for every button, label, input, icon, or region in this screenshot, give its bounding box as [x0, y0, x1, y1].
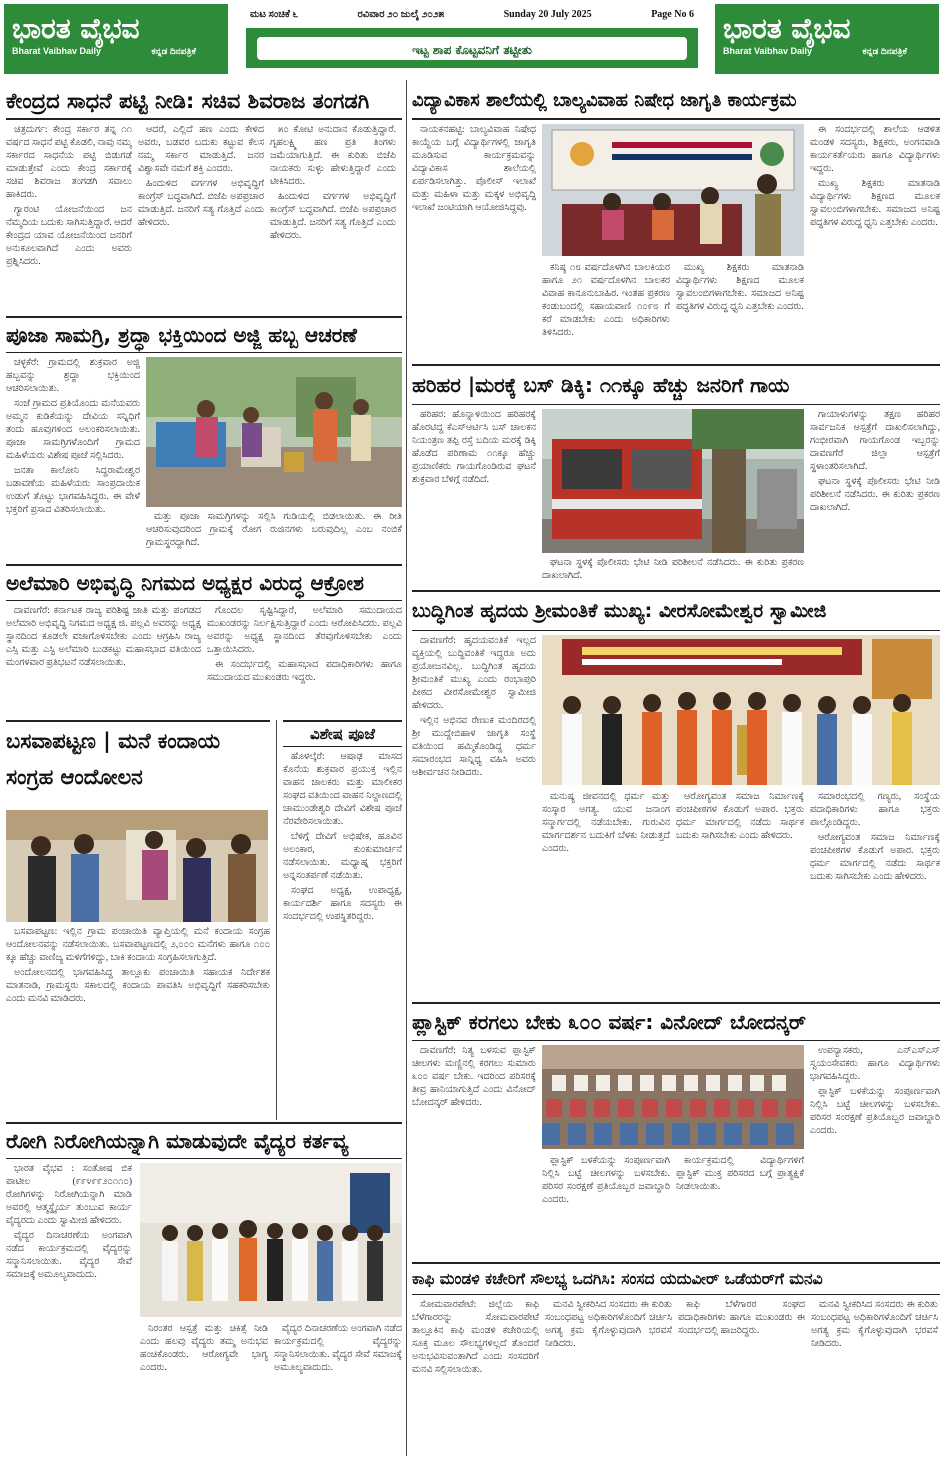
page-number: Page No 6 — [651, 8, 694, 20]
story-coffee-board — [412, 1262, 940, 1456]
story-columns — [6, 124, 402, 310]
column-1 — [6, 124, 132, 310]
paragraph: ದಾವಣಗೆರೆ: ನಿತ್ಯ ಬಳಸುವ ಪ್ಲಾಸ್ಟಿಕ್ ಚೀಲಗಳು ಮಣ್ಣಿನಲ್ಲಿ ಕರಗಲು ಸುಮಾರು ೩೦೦ ವರ್ಷ ಬೇಕು. ಇದರಿಂದ ಪರಿಸರಕ್ಕೆ ತೀವ್ರ ಹಾನಿಯಾಗುತ್ತಿದೆ ಎಂದು ವಿನೋದ್ ಬೋದನ್ಕರ್ ಹೇಳಿದರು. — [412, 1046, 536, 1108]
story-headline-line-1: ಬಸವಾಪಟ್ಟಣ | ಮನೆ ಕಂದಾಯ — [6, 720, 270, 760]
banner — [246, 28, 698, 68]
plastic-awareness-photo — [542, 1045, 804, 1149]
basavapattana-photo-illustration — [6, 810, 268, 922]
ajji-habba-photo-illustration — [146, 357, 402, 507]
basavapattana-photo — [6, 810, 268, 922]
column-3 — [270, 124, 396, 310]
column-3 — [678, 1299, 805, 1455]
column-1 — [6, 1163, 132, 1453]
paragraph: ಜನತಾ ಕಾಲೋನಿ ಸಿದ್ದರಾಮೇಶ್ವರ ಬಡಾವಣೆಯ ಮಹಿಳೆಯರು ಸಾಂಪ್ರದಾಯಿಕ ಉಡುಗೆ ತೊಟ್ಟು ಭಾಗವಹಿಸಿದ್ದರು. ಈ ವೇಳೆ ಭಕ್ತರಿಗೆ ಪ್ರಸಾದ ವಿತರಿಸಲಾಯಿತು. — [6, 466, 140, 515]
masthead-center — [246, 4, 698, 74]
column-1 — [412, 124, 536, 360]
story-headline: ವಿಶೇಷ ಪೂಜೆ — [283, 720, 402, 747]
masthead-title-left: ಭಾರತ ವೈಭವ — [12, 12, 140, 45]
column-2 — [542, 262, 670, 360]
column-1 — [412, 635, 536, 1001]
story-body — [6, 357, 402, 567]
story-swamiji — [412, 590, 940, 1000]
paragraph: ಘಟನಾ ಸ್ಥಳಕ್ಕೆ ಪೊಲೀಸರು ಭೇಟಿ ನೀಡಿ ಪರಿಶೀಲನೆ ನಡೆಸಿದರು. ಈ ಕುರಿತು ಪ್ರಕರಣ ದಾಖಲಾಗಿದೆ. — [542, 558, 804, 581]
story-child-marriage — [412, 84, 940, 360]
paragraph: ಪ್ಲಾಸ್ಟಿಕ್ ಬಳಕೆಯನ್ನು ಸಂಪೂರ್ಣವಾಗಿ ನಿಲ್ಲಿಸಿ ಬಟ್ಟೆ ಚೀಲಗಳನ್ನು ಬಳಸಬೇಕು. ಪರಿಸರ ಸಂರಕ್ಷಣೆ ಪ್ರತಿಯೊಬ್ಬರ ಜವಾಬ್ದಾರಿ ಎಂದರು. — [542, 1156, 670, 1205]
paragraph: ಚಳ್ಳಕೆರೆ: ಗ್ರಾಮದಲ್ಲಿ ಶುಕ್ರವಾರ ಅಜ್ಜಿ ಹಬ್ಬವನ್ನು ಶ್ರದ್ಧಾ ಭಕ್ತಿಯಿಂದ ಆಚರಿಸಲಾಯಿತು. — [6, 358, 140, 394]
paragraph: ಹೊಳಲ್ಕೆರೆ: ಆಷಾಢ ಮಾಸದ ಕೊನೆಯ ಶುಕ್ರವಾರ ಪ್ರಯುಕ್ತ ಇಲ್ಲಿನ ವಾಹನ ಚಾಲಕರು ಮತ್ತು ಮಾಲೀಕರ ಸಂಘದ ವತಿಯಿಂದ ವಾಹನ ನಿಲ್ದಾಣದಲ್ಲಿ ಚಾಮುಂಡೇಶ್ವರಿ ದೇವಿಗೆ ವಿಶೇಷ ಪೂಜೆ ನೆರವೇರಿಸಲಾಯಿತು. — [283, 752, 402, 827]
bus-accident-photo-illustration — [542, 409, 804, 553]
paragraph: ಹಿಂದುಳಿದ ವರ್ಗಗಳ ಅಭಿವೃದ್ಧಿಗೆ ಕಾಂಗ್ರೆಸ್ ಬದ್ಧವಾಗಿದೆ. ಬಿಜೆಪಿ ಅಪಪ್ರಚಾರ ಮಾಡುತ್ತಿದೆ. ಜನರಿಗೆ ಸತ್ಯ ಗೊತ್ತಿದೆ ಎಂದು ಹೇಳಿದರು. — [270, 192, 396, 241]
paragraph: ದಾವಣಗೆರೆ: ಕರ್ನಾಟಕ ರಾಜ್ಯ ಪರಿಶಿಷ್ಟ ಜಾತಿ ಮತ್ತು ಪಂಗಡದ ಅಲೆಮಾರಿ ಅಭಿವೃದ್ಧಿ ನಿಗಮದ ಅಧ್ಯಕ್ಷ ಜಿ. ಪಲ್ಲವಿ ಅವರನ್ನು ಅಧ್ಯಕ್ಷ ಸ್ಥಾನದಿಂದ ಕೂಡಲೇ ವಜಾಗೊಳಿಸಬೇಕು ಎಂದು ಆಗ್ರಹಿಸಿ ರಾಜ್ಯ ಎಸ್ಸಿ ಮತ್ತು ಎಸ್ಟಿ ಅಲೆಮಾರಿ ಬುಡಕಟ್ಟು ಮಹಾಸಭಾದ ವತಿಯಿಂದ ಮಂಗಳವಾರ ಪ್ರತಿಭಟನೆ ನಡೆಸಲಾಯಿತು. — [6, 606, 201, 668]
masthead-left — [4, 4, 228, 74]
paragraph: ಕಾಫಿ ಬೆಳೆಗಾರರ ಸಂಘದ ಪದಾಧಿಕಾರಿಗಳು ಹಾಗೂ ಮುಖಂಡರು ಈ ಸಂದರ್ಭದಲ್ಲಿ ಹಾಜರಿದ್ದರು. — [678, 1300, 805, 1336]
story-body — [412, 409, 940, 587]
column-2 — [207, 605, 402, 715]
date-kannada: ರವಿವಾರ ೨೦ ಜುಲೈ ೨೦೨೫ — [357, 8, 445, 20]
masthead-subtitle-left: Bharat Vaibhav Daily — [12, 46, 102, 56]
masthead-title-right: ಭಾರತ ವೈಭವ — [723, 12, 851, 45]
paragraph: ಘಟನಾ ಸ್ಥಳಕ್ಕೆ ಪೊಲೀಸರು ಭೇಟಿ ನೀಡಿ ಪರಿಶೀಲನೆ ನಡೆಸಿದರು. ಈ ಕುರಿತು ಪ್ರಕರಣ ದಾಖಲಾಗಿದೆ. — [810, 477, 940, 513]
paragraph: ಮುಖ್ಯ ಶಿಕ್ಷಕರು ಮಾತನಾಡಿ ವಿದ್ಯಾರ್ಥಿಗಳು ಶಿಕ್ಷಣದ ಮೂಲಕ ಸ್ವಾವಲಂಬಿಗಳಾಗಬೇಕು. ಸಮಾಜದ ಅನಿಷ್ಟ ಪದ್ಧತಿಗಳ ವಿರುದ್ಧ ಧ್ವನಿ ಎತ್ತಬೇಕು ಎಂದರು. — [810, 179, 940, 228]
story-headline: ಹರಿಹರ |ಮರಕ್ಕೆ ಬಸ್ ಡಿಕ್ಕಿ: ೧೧ಕ್ಕೂ ಹೆಚ್ಚು ಜನರಿಗೆ ಗಾಯ — [412, 364, 940, 405]
story-body — [6, 926, 270, 1096]
column-3 — [810, 409, 940, 587]
paragraph: ಸಂಘದ ಅಧ್ಯಕ್ಷ, ಉಪಾಧ್ಯಕ್ಷ, ಕಾರ್ಯದರ್ಶಿ ಹಾಗೂ ಸದಸ್ಯರು ಈ ಸಂದರ್ಭದಲ್ಲಿ ಉಪಸ್ಥಿತರಿದ್ದರು. — [283, 886, 402, 922]
paragraph: ದಾವಣಗೆರೆ: ಹೃದಯವಂತಿಕೆ ಇಲ್ಲದ ವ್ಯಕ್ತಿಯಲ್ಲಿ ಬುದ್ಧಿವಂತಿಕೆ ಇದ್ದರೂ ಅದು ಪ್ರಯೋಜನವಿಲ್ಲ. ಬುದ್ಧಿಗಿಂತ ಹೃದಯ ಶ್ರೀಮಂತಿಕೆ ಮುಖ್ಯ ಎಂದು ರಂಭಾಪುರಿ ಪೀಠದ ವೀರಸೋಮೇಶ್ವರ ಸ್ವಾಮೀಜಿ ಹೇಳಿದರು. — [412, 636, 536, 711]
ajji-habba-photo — [146, 357, 402, 507]
column-3 — [676, 262, 804, 360]
paragraph: ಇಲ್ಲಿನ ಅಭಿನವ ರೇಣುಕ ಮಂದಿರದಲ್ಲಿ ಶ್ರೀ ಮುದ್ದೇಬಿಹಾಳ ಜಾಗೃತಿ ಸಂಸ್ಥೆ ವತಿಯಿಂದ ಹಮ್ಮಿಕೊಂಡಿದ್ದ ಧರ್ಮ ಸಮಾರಂಭದ ಸಾನ್ನಿಧ್ಯ ವಹಿಸಿ ಅವರು ಆಶೀರ್ವಚನ ನೀಡಿದರು. — [412, 716, 536, 778]
column-1 — [6, 357, 140, 567]
paragraph: ಗ್ಯಾರಂಟಿ ಯೋಜನೆಯಿಂದ ಜನ ನೆಮ್ಮದಿಯ ಬದುಕು ಸಾಗಿಸುತ್ತಿದ್ದಾರೆ. ಆದರೆ ಕೇಂದ್ರದ ಯಾವ ಯೋಜನೆಯಿಂದ ಜನರಿಗೆ ಅನುಕೂಲವಾಗಿದೆ ಎಂದು ಅವರು ಪ್ರಶ್ನಿಸಿದರು. — [6, 205, 132, 267]
story-ajji-habba — [6, 316, 402, 562]
column-3 — [676, 791, 804, 1001]
story-alemari — [6, 564, 402, 716]
story-vishesha-pooje — [276, 720, 402, 1120]
story-columns — [6, 605, 402, 715]
story-headline: ರೋಗಿ ನಿರೋಗಿಯನ್ನಾಗಿ ಮಾಡುವುದೇ ವೈದ್ಯರ ಕರ್ತವ್ಯ — [6, 1122, 402, 1159]
paragraph: ಮತ್ತು ಪೂಜಾ ಸಾಮಗ್ರಿಗಳನ್ನು ಸಲ್ಲಿಸಿ ಗುಡಿಯಲ್ಲಿ ಬಿಡಲಾಯಿತು. ಈ ರೀತಿ ಆಚರಿಸುವುದರಿಂದ ಗ್ರಾಮಕ್ಕೆ ರೋಗ ರುಜಿನಗಳು ಬರುವುದಿಲ್ಲ ಎಂಬ ನಂಬಿಕೆ ಗ್ರಾಮಸ್ಥರದ್ದಾಗಿದೆ. — [146, 512, 402, 548]
story-body — [412, 124, 940, 360]
date-strip — [246, 4, 698, 24]
story-body — [412, 1045, 940, 1259]
bus-accident-photo — [542, 409, 804, 553]
column-1 — [412, 409, 536, 587]
story-headline: ವಿದ್ಯಾವಿಕಾಸ ಶಾಲೆಯಲ್ಲಿ ಬಾಲ್ಯವಿವಾಹ ನಿಷೇಧ ಜಾಗೃತಿ ಕಾರ್ಯಕ್ರಮ — [412, 84, 940, 120]
paragraph: ಮನವಿ ಸ್ವೀಕರಿಸಿದ ಸಂಸದರು ಈ ಕುರಿತು ಸಂಬಂಧಪಟ್ಟ ಅಧಿಕಾರಿಗಳೊಂದಿಗೆ ಚರ್ಚಿಸಿ ಅಗತ್ಯ ಕ್ರಮ ಕೈಗೊಳ್ಳುವುದಾಗಿ ಭರವಸೆ ನೀಡಿದರು. — [545, 1300, 672, 1349]
paragraph: ಹಿಂದುಳಿದ ವರ್ಗಗಳ ಅಭಿವೃದ್ಧಿಗೆ ಕಾಂಗ್ರೆಸ್ ಬದ್ಧವಾಗಿದೆ. ಬಿಜೆಪಿ ಅಪಪ್ರಚಾರ ಮಾಡುತ್ತಿದೆ. ಜನರಿಗೆ ಸತ್ಯ ಗೊತ್ತಿದೆ ಎಂದು ಹೇಳಿದರು. — [138, 179, 264, 228]
paragraph: ನಿರಂತರ ಆಸ್ಪತ್ರೆ ಮತ್ತು ಚಿಕಿತ್ಸೆ ನೀಡಿ ಎಂದು ಹಲವು ವೈದ್ಯರು ತಮ್ಮ ಅನುಭವ ಹಂಚಿಕೊಂಡರು. ಆರೋಗ್ಯವೇ ಭಾಗ್ಯ ಎಂದರು. — [140, 1324, 268, 1373]
column-4 — [811, 1299, 938, 1455]
paragraph: ಗಾಯಾಳುಗಳನ್ನು ತಕ್ಷಣ ಹರಿಹರ ಸಾರ್ವಜನಿಕ ಆಸ್ಪತ್ರೆಗೆ ದಾಖಲಿಸಲಾಗಿದ್ದು, ಗಂಭೀರವಾಗಿ ಗಾಯಗೊಂಡ ಇಬ್ಬರನ್ನು ದಾವಣಗೆರೆ ಜಿಲ್ಲಾ ಆಸ್ಪತ್ರೆಗೆ ಸ್ಥಳಾಂತರಿಸಲಾಗಿದೆ. — [810, 410, 940, 472]
child-marriage-awareness-photo — [542, 124, 804, 256]
paragraph: ಸಮಾರಂಭದಲ್ಲಿ ಗಣ್ಯರು, ಸಂಸ್ಥೆಯ ಪದಾಧಿಕಾರಿಗಳು ಹಾಗೂ ಭಕ್ತರು ಪಾಲ್ಗೊಂಡಿದ್ದರು. — [810, 792, 940, 828]
doctors-day-photo — [140, 1163, 402, 1317]
story-headline-line-2: ಸಂಗ್ರಹ ಆಂದೋಲನ — [6, 765, 143, 789]
paragraph: ಆದರೆ, ಎಲ್ಲಿದೆ ಹಣ ಎಂದು ಕೇಳಿದ ಅವರು, ಬಡವರ ಬದುಕು ಕಟ್ಟುವ ಕೆಲಸ ನಮ್ಮ ಸರ್ಕಾರ ಮಾಡುತ್ತಿದೆ. ಜನರ ವಿಶ್ವಾಸವೇ ನಮಗೆ ಶಕ್ತಿ ಎಂದರು. — [138, 125, 264, 174]
column-2 — [140, 1323, 268, 1453]
column-3 — [274, 1323, 402, 1453]
paragraph: ೫೦ ಕೋಟಿ ಅನುದಾನ ಕೊಡುತ್ತಿದ್ದಾರೆ. ಗೃಹಲಕ್ಷ್ಮಿ ಹಣ ಪ್ರತಿ ತಿಂಗಳು ಜಮೆಯಾಗುತ್ತಿದೆ. ಈ ಕುರಿತು ಬಿಜೆಪಿ ನಾಯಕರು ಸುಳ್ಳು ಹೇಳುತ್ತಿದ್ದಾರೆ ಎಂದು ಟೀಕಿಸಿದರು. — [270, 125, 396, 187]
story-central-govt — [6, 84, 402, 314]
column-1 — [6, 605, 201, 715]
paragraph: ಚಿತ್ರದುರ್ಗ: ಕೇಂದ್ರ ಸರ್ಕಾರ ತನ್ನ ೧೧ ವರ್ಷದ ಸಾಧನೆ ಪಟ್ಟಿ ಕೊಡಲಿ, ನಾವು ನಮ್ಮ ಸರ್ಕಾರದ ಸಾಧನೆಯ ಪಟ್ಟಿ ಬಿಡುಗಡೆ ಮಾಡುತ್ತೇವೆ ಎಂದು ಕೇಂದ್ರ ಸರ್ಕಾರಕ್ಕೆ ಸಚಿವ ಶಿವರಾಜ ತಂಗಡಗಿ ಸವಾಲು ಹಾಕಿದರು. — [6, 125, 132, 200]
swamiji-event-photo-illustration — [542, 635, 940, 785]
paragraph: ಭಾರತ ವೈಭವ : ಸಂತೋಷ ಬಿಕ ಪಾಟೀಲ (೯೯೪೯೯೨೦೧೧೦) ರೋಗಿಗಳನ್ನು ನಿರೋಗಿಯನ್ನಾಗಿ ಮಾಡಿ ಅವರಲ್ಲಿ ಆತ್ಮಸ್ಥೈರ್ಯ ತುಂಬುವ ಕಾರ್ಯ ವೈದ್ಯರದು ಎಂದು ಸ್ವಾಮೀಜಿ ಹೇಳಿದರು. — [6, 1164, 132, 1226]
column-2 — [545, 1299, 672, 1455]
date-english: Sunday 20 July 2025 — [503, 8, 592, 20]
masthead-sub-row-left — [6, 46, 226, 57]
paragraph: ಹರಿಹರ: ಹೊನ್ನಾಳಿಯಿಂದ ಹರಿಹರಕ್ಕೆ ಹೊರಟಿದ್ದ ಕೆಎಸ್ಆರ್ಟಿಸಿ ಬಸ್ ಚಾಲಕನ ನಿಯಂತ್ರಣ ತಪ್ಪಿ ರಸ್ತೆ ಬದಿಯ ಮರಕ್ಕೆ ಡಿಕ್ಕಿ ಹೊಡೆದ ಪರಿಣಾಮ ೧೧ಕ್ಕೂ ಹೆಚ್ಚು ಪ್ರಯಾಣಿಕರು ಗಾಯಗೊಂಡಿರುವ ಘಟನೆ ಶುಕ್ರವಾರ ಬೆಳಿಗ್ಗೆ ನಡೆದಿದೆ. — [412, 410, 536, 485]
masthead-subtitle-right: Bharat Vaibhav Daily — [723, 46, 813, 56]
banner-inner — [257, 37, 687, 60]
story-headline: ಪೂಜಾ ಸಾಮಗ್ರಿ, ಶ್ರದ್ಧಾ ಭಕ್ತಿಯಿಂದ ಅಜ್ಜಿ ಹಬ್ಬ ಆಚರಣೆ — [6, 316, 402, 353]
paragraph: ಬಸವಾಪಟ್ಟಣ: ಇಲ್ಲಿನ ಗ್ರಾಮ ಪಂಚಾಯಿತಿ ವ್ಯಾಪ್ತಿಯಲ್ಲಿ ಮನೆ ಕಂದಾಯ ಸಂಗ್ರಹ ಆಂದೋಲನವನ್ನು ನಡೆಸಲಾಯಿತು. ಬಸವಾಪಟ್ಟಣದಲ್ಲಿ ೨,೦೦೦ ಮನೆಗಳು ಹಾಗೂ ೧೦೦ ಕ್ಕೂ ಹೆಚ್ಚು ವಾಣಿಜ್ಯ ಮಳಿಗೆಗಳಿದ್ದು, ಬಾಕಿ ಕಂದಾಯ ಸಂಗ್ರಹಿಸಲಾಗುತ್ತಿದೆ. — [6, 927, 270, 963]
masthead-tagline-right: ಕನ್ನಡ ದಿನಪತ್ರಿಕೆ — [862, 46, 907, 56]
doctors-day-photo-illustration — [140, 1163, 402, 1317]
column-2 — [542, 791, 670, 1001]
story-columns — [412, 1299, 940, 1455]
awareness-photo-illustration — [542, 124, 804, 256]
paragraph: ಕಾರ್ಯಕ್ರಮದಲ್ಲಿ ವಿದ್ಯಾರ್ಥಿಗಳಿಗೆ ಪ್ಲಾಸ್ಟಿಕ್ ಮುಕ್ತ ಪರಿಸರದ ಬಗ್ಗೆ ಪ್ರಾತ್ಯಕ್ಷಿಕೆ ನೀಡಲಾಯಿತು. — [676, 1156, 804, 1192]
story-body — [283, 751, 402, 1113]
paragraph: ಉಪನ್ಯಾಸಕರು, ಎನ್ಎಸ್ಎಸ್ ಸ್ವಯಂಸೇವಕರು ಹಾಗೂ ವಿದ್ಯಾರ್ಥಿಗಳು ಭಾಗವಹಿಸಿದ್ದರು. — [810, 1046, 940, 1082]
story-headline: ಬುದ್ಧಿಗಿಂತ ಹೃದಯ ಶ್ರೀಮಂತಿಕೆ ಮುಖ್ಯ: ವೀರಸೋಮೇಶ್ವರ ಸ್ವಾಮೀಜಿ — [412, 590, 940, 631]
paragraph: ಈ ಸಂದರ್ಭದಲ್ಲಿ ಮಹಾಸಭಾದ ಪದಾಧಿಕಾರಿಗಳು ಹಾಗೂ ಸಮುದಾಯದ ಮುಖಂಡರು ಇದ್ದರು. — [207, 660, 402, 683]
swamiji-event-photo — [542, 635, 940, 785]
column-4 — [810, 124, 940, 360]
column-3 — [676, 1155, 804, 1259]
paragraph: ಅಂದೋಲನದಲ್ಲಿ ಭಾಗವಹಿಸಿದ್ದ ತಾಲ್ಲೂಕು ಪಂಚಾಯಿತಿ ಸಹಾಯಕ ನಿರ್ದೇಶಕ ಮಾತನಾಡಿ, ಗ್ರಾಮಸ್ಥರು ಸಕಾಲದಲ್ಲಿ ಕಂದಾಯ ಪಾವತಿಸಿ ಅಭಿವೃದ್ಧಿಗೆ ಸಹಕರಿಸಬೇಕು ಎಂದು ಮನವಿ ಮಾಡಿದರು. — [6, 968, 270, 1004]
plastic-awareness-photo-illustration — [542, 1045, 804, 1149]
column-4 — [810, 1045, 940, 1259]
masthead-tagline-left: ಕನ್ನಡ ದಿನಪತ್ರಿಕೆ — [151, 46, 196, 56]
paragraph: ವೈದ್ಯರ ದಿನಾಚರಣೆಯ ಅಂಗವಾಗಿ ನಡೆದ ಕಾರ್ಯಕ್ರಮದಲ್ಲಿ ವೈದ್ಯರನ್ನು ಸನ್ಮಾನಿಸಲಾಯಿತು. ವೈದ್ಯರ ಸೇವೆ ಸಮಾಜಕ್ಕೆ ಅಮೂಲ್ಯವಾದುದು. — [274, 1324, 402, 1373]
story-headline: ಕಾಫಿ ಮಂಡಳಿ ಕಚೇರಿಗೆ ಸೌಲಭ್ಯ ಒದಗಿಸಿ: ಸಂಸದ ಯದುವೀರ್ ಒಡೆಯರ್‌ಗೆ ಮನವಿ — [412, 1262, 940, 1295]
column-4 — [810, 791, 940, 1001]
story-basavapattana — [6, 720, 270, 1120]
issue-number: ಮಟ ಸಂಚಿಕೆ ೬ — [250, 8, 298, 20]
column-1 — [412, 1299, 539, 1455]
paragraph: ಪ್ಲಾಸ್ಟಿಕ್ ಬಳಕೆಯನ್ನು ಸಂಪೂರ್ಣವಾಗಿ ನಿಲ್ಲಿಸಿ ಬಟ್ಟೆ ಚೀಲಗಳನ್ನು ಬಳಸಬೇಕು. ಪರಿಸರ ಸಂರಕ್ಷಣೆ ಪ್ರತಿಯೊಬ್ಬರ ಜವಾಬ್ದಾರಿ ಎಂದರು. — [810, 1087, 940, 1136]
story-headline: ಕೇಂದ್ರದ ಸಾಧನೆ ಪಟ್ಟಿ ನೀಡಿ: ಸಚಿವ ಶಿವರಾಜ ತಂಗಡಗಿ — [6, 84, 402, 120]
story-doctors-duty — [6, 1122, 402, 1456]
story-headline: ಪ್ಲಾಸ್ಟಿಕ್ ಕರಗಲು ಬೇಕು ೩೦೦ ವರ್ಷ: ವಿನೋದ್ ಬೋದನ್ಕರ್ — [412, 1002, 940, 1041]
paragraph: ಮನುಷ್ಯ ಜೀವನದಲ್ಲಿ ಧರ್ಮ ಮತ್ತು ಸಂಸ್ಕಾರ ಅಗತ್ಯ. ಯುವ ಜನಾಂಗ ಸನ್ಮಾರ್ಗದಲ್ಲಿ ನಡೆಯಬೇಕು. ಗುರುವಿನ ಮಾರ್ಗದರ್ಶನ ಬದುಕಿಗೆ ಬೆಳಕು ನೀಡುತ್ತದೆ ಎಂದರು. — [542, 792, 670, 854]
story-headline: ಅಲೆಮಾರಿ ಅಭಿವೃದ್ಧಿ ನಿಗಮದ ಅಧ್ಯಕ್ಷರ ವಿರುದ್ಧ ಆಕ್ರೋಶ — [6, 564, 402, 601]
story-bus-accident — [412, 364, 940, 586]
page-center-divider — [406, 80, 407, 1456]
paragraph: ನಾಯಕನಹಟ್ಟಿ: ಬಾಲ್ಯವಿವಾಹ ನಿಷೇಧ ಕಾಯ್ದೆಯ ಬಗ್ಗೆ ವಿದ್ಯಾರ್ಥಿಗಳಲ್ಲಿ ಜಾಗೃತಿ ಮೂಡಿಸುವ ಕಾರ್ಯಕ್ರಮವನ್ನು ವಿದ್ಯಾವಿಕಾಸ ಶಾಲೆಯಲ್ಲಿ ಏರ್ಪಡಿಸಲಾಗಿತ್ತು. ಪೊಲೀಸ್ ಇಲಾಖೆ ಮತ್ತು ಮಹಿಳಾ ಮತ್ತು ಮಕ್ಕಳ ಅಭಿವೃದ್ಧಿ ಇಲಾಖೆ ಜಂಟಿಯಾಗಿ ಆಯೋಜಿಸಿದ್ದವು. — [412, 125, 536, 213]
story-body — [412, 635, 940, 1001]
story-plastic — [412, 1002, 940, 1258]
paragraph: ಮನವಿ ಸ್ವೀಕರಿಸಿದ ಸಂಸದರು ಈ ಕುರಿತು ಸಂಬಂಧಪಟ್ಟ ಅಧಿಕಾರಿಗಳೊಂದಿಗೆ ಚರ್ಚಿಸಿ ಅಗತ್ಯ ಕ್ರಮ ಕೈಗೊಳ್ಳುವುದಾಗಿ ಭರವಸೆ ನೀಡಿದರು. — [811, 1300, 938, 1349]
paragraph: ಸೋಮವಾರಪೇಟೆ: ಜಿಲ್ಲೆಯ ಕಾಫಿ ಬೆಳೆಗಾರರನ್ನು ಸೋಮವಾರಪೇಟೆ ತಾಲ್ಲೂಕಿನ ಕಾಫಿ ಮಂಡಳಿ ಕಚೇರಿಯಲ್ಲಿ ಸೂಕ್ತ ಮೂಲ ಸೌಲಭ್ಯಗಳಿಲ್ಲದೆ ತೊಂದರೆ ಅನುಭವಿಸುವಂತಾಗಿದೆ ಎಂದು ಸಂಸದರಿಗೆ ಮನವಿ ಸಲ್ಲಿಸಲಾಯಿತು. — [412, 1300, 539, 1375]
column-2 — [542, 1155, 670, 1259]
paragraph: ವೈದ್ಯರ ದಿನಾಚರಣೆಯ ಅಂಗವಾಗಿ ನಡೆದ ಕಾರ್ಯಕ್ರಮದಲ್ಲಿ ವೈದ್ಯರನ್ನು ಸನ್ಮಾನಿಸಲಾಯಿತು. ವೈದ್ಯರ ಸೇವೆ ಸಮಾಜಕ್ಕೆ ಅಮೂಲ್ಯವಾದುದು. — [6, 1231, 132, 1280]
column-2 — [542, 557, 804, 587]
paragraph: ಈ ಸಂದರ್ಭದಲ್ಲಿ ಶಾಲೆಯ ಆಡಳಿತ ಮಂಡಳಿ ಸದಸ್ಯರು, ಶಿಕ್ಷಕರು, ಅಂಗನವಾಡಿ ಕಾರ್ಯಕರ್ತೆಯರು ಹಾಗೂ ವಿದ್ಯಾರ್ಥಿಗಳು ಇದ್ದರು. — [810, 125, 940, 174]
paragraph: ಗೊಂದಲ ಸೃಷ್ಟಿಸಿದ್ದಾರೆ, ಅಲೆಮಾರಿ ಸಮುದಾಯದ ಮುಖಂಡರನ್ನು ನಿರ್ಲಕ್ಷಿಸುತ್ತಿದ್ದಾರೆ ಎಂದು ಆರೋಪಿಸಿದರು. ಪಲ್ಲವಿ ಅವರನ್ನು ಅಧ್ಯಕ್ಷ ಸ್ಥಾನದಿಂದ ತೆರವುಗೊಳಿಸಬೇಕು ಎಂದು ಒತ್ತಾಯಿಸಿದರು. — [207, 606, 402, 655]
paragraph: ಆರೋಗ್ಯವಂತ ಸಮಾಜ ನಿರ್ಮಾಣಕ್ಕೆ ಪಂಚಪೀಠಗಳ ಕೊಡುಗೆ ಅಪಾರ. ಭಕ್ತರು ಧರ್ಮ ಮಾರ್ಗದಲ್ಲಿ ನಡೆದು ಸಾರ್ಥಕ ಬದುಕು ಸಾಗಿಸಬೇಕು ಎಂದು ಹೇಳಿದರು. — [676, 792, 804, 841]
story-body — [6, 1163, 402, 1453]
paragraph: ಬೆಳಿಗ್ಗೆ ದೇವಿಗೆ ಅಭಿಷೇಕ, ಹೂವಿನ ಅಲಂಕಾರ, ಕುಂಕುಮಾರ್ಚನೆ ನಡೆಸಲಾಯಿತು. ಮಧ್ಯಾಹ್ನ ಭಕ್ತರಿಗೆ ಅನ್ನಸಂತರ್ಪಣೆ ನಡೆಯಿತು. — [283, 832, 402, 881]
paragraph: ಮುಖ್ಯ ಶಿಕ್ಷಕರು ಮಾತನಾಡಿ ವಿದ್ಯಾರ್ಥಿಗಳು ಶಿಕ್ಷಣದ ಮೂಲಕ ಸ್ವಾವಲಂಬಿಗಳಾಗಬೇಕು. ಸಮಾಜದ ಅನಿಷ್ಟ ಪದ್ಧತಿಗಳ ವಿರುದ್ಧ ಧ್ವನಿ ಎತ್ತಬೇಕು ಎಂದರು. — [676, 263, 804, 312]
paragraph: ಕನಿಷ್ಠ ೧೮ ವರ್ಷದೊಳಗಿನ ಬಾಲಕಿಯರ ಹಾಗೂ ೨೧ ವರ್ಷದೊಳಗಿನ ಬಾಲಕರ ವಿವಾಹ ಕಾನೂನುಬಾಹಿರ. ಇಂತಹ ಪ್ರಕರಣ ಕಂಡುಬಂದಲ್ಲಿ ಸಹಾಯವಾಣಿ ೧೦೯೮ ಗೆ ಕರೆ ಮಾಡಬೇಕು ಎಂದು ಅಧಿಕಾರಿಗಳು ತಿಳಿಸಿದರು. — [542, 263, 670, 338]
column-2 — [146, 511, 402, 567]
paragraph: ಸಂಜೆ ಗ್ರಾಮದ ಪ್ರತಿಯೊಂದು ಮನೆಯವರು ಅಮ್ಮನ ಕುಡಿಕೆಯನ್ನು ದೇವಿಯ ಸನ್ನಿಧಿಗೆ ತಂದು ಹೂವುಗಳಿಂದ ಅಲಂಕರಿಸಲಾಯಿತು. ಪೂಜಾ ಸಾಮಗ್ರಿಗಳೊಂದಿಗೆ ಗ್ರಾಮದ ಮಹಿಳೆಯರು ವಿಶೇಷ ಪೂಜೆ ಸಲ್ಲಿಸಿದರು. — [6, 399, 140, 461]
masthead-right — [715, 4, 939, 74]
banner-text: ಇಟ್ಟ ಶಾಪ ಕೊಟ್ಟವನಿಗೆ ತಟ್ಟೀತು — [412, 42, 532, 57]
masthead-sub-row-right — [717, 46, 937, 57]
column-1 — [412, 1045, 536, 1259]
paragraph: ಆರೋಗ್ಯವಂತ ಸಮಾಜ ನಿರ್ಮಾಣಕ್ಕೆ ಪಂಚಪೀಠಗಳ ಕೊಡುಗೆ ಅಪಾರ. ಭಕ್ತರು ಧರ್ಮ ಮಾರ್ಗದಲ್ಲಿ ನಡೆದು ಸಾರ್ಥಕ ಬದುಕು ಸಾಗಿಸಬೇಕು ಎಂದು ಹೇಳಿದರು. — [810, 833, 940, 882]
column-2 — [138, 124, 264, 310]
